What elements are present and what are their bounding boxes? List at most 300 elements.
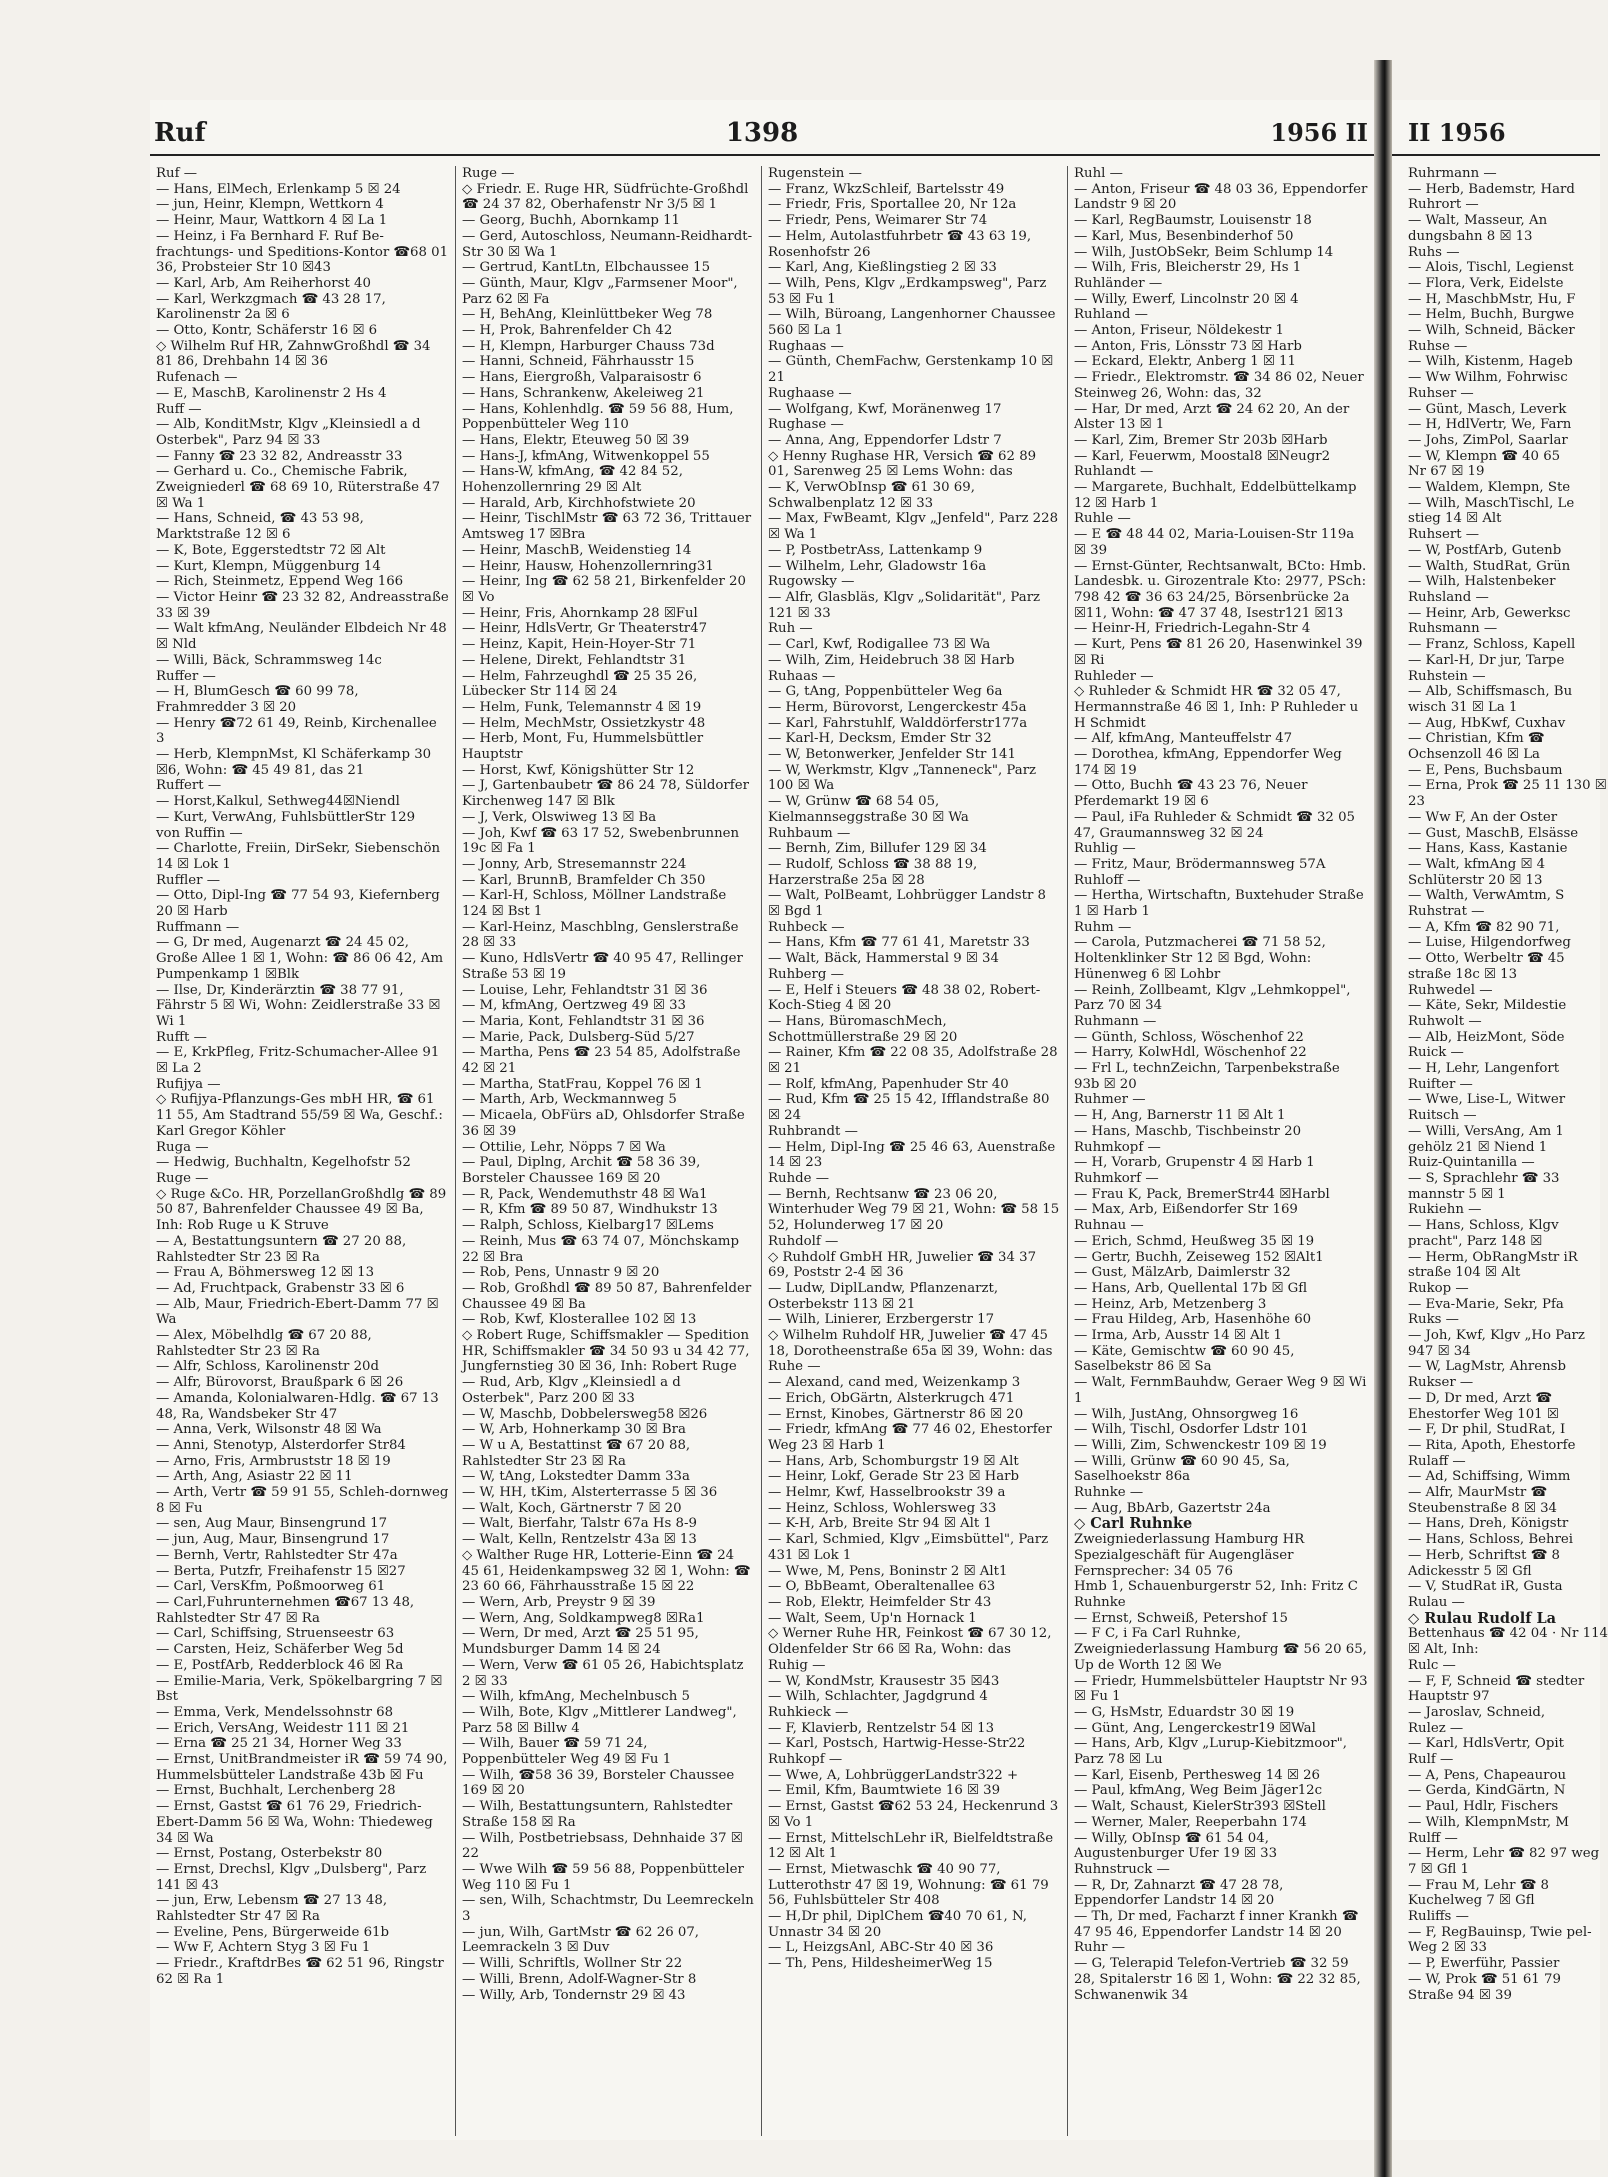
directory-entry: — O, BbBeamt, Oberaltenallee 63 bbox=[768, 1579, 996, 1595]
directory-entry: — Franz, WkzSchleif, Bartelsstr 49 bbox=[768, 181, 1005, 197]
directory-entry: — Karl, Fahrstuhlf, Walddörferstr177a bbox=[768, 715, 1028, 731]
directory-entry: — S, Sprachlehr ☎ 33 mannstr 5 ☒ 1 bbox=[1408, 1171, 1564, 1202]
directory-entry: — W, tAng, Lokstedter Damm 33a bbox=[462, 1469, 690, 1485]
directory-entry: Rukiehn — bbox=[1408, 1202, 1482, 1218]
directory-entry: — E, KrkPfleg, Fritz-Schumacher-Allee 91 ☒ La 2 bbox=[156, 1045, 444, 1077]
directory-entry: — H, Vorarb, Grupenstr 4 ☒ Harb 1 bbox=[1074, 1155, 1315, 1171]
directory-entry: Ruhmer — bbox=[1074, 1092, 1146, 1108]
directory-entry: — jun, Wilh, GartMstr ☎ 62 26 07, Leemrackeln 3 ☒ Duv bbox=[462, 1924, 704, 1956]
directory-entry: — Bernh, Rechtsanw ☎ 23 06 20, Winterhuder Weg 79 ☒ 21, Wohn: ☎ 58 15 52, Holunderweg 17 ☒ 20 bbox=[768, 1186, 1064, 1234]
directory-entry: — Maria, Kont, Fehlandtstr 31 ☒ 36 bbox=[462, 1013, 705, 1029]
directory-entry: Ruge — bbox=[156, 1171, 209, 1186]
directory-entry: — F, Klavierb, Rentzelstr 54 ☒ 13 bbox=[768, 1720, 995, 1736]
directory-entry: ◇ Wilhelm Ruf HR, ZahnwGroßhdl ☎ 34 81 86, Drehbahn 14 ☒ 36 bbox=[156, 338, 435, 370]
directory-entry: — Fritz, Maur, Brödermannsweg 57A bbox=[1074, 856, 1326, 872]
directory-entry: Ruhlig — bbox=[1074, 841, 1136, 857]
directory-entry: Ruffler — bbox=[156, 872, 221, 888]
directory-entry: — Wilh, Kistenm, Hageb bbox=[1408, 354, 1573, 370]
directory-entry: — Wilh, Pens, Klgv „Erdkampsweg", Parz 53 ☒ Fu 1 bbox=[768, 275, 1051, 307]
directory-entry: — Günth, Maur, Klgv „Farmsener Moor", Parz 62 ☒ Fa bbox=[462, 275, 742, 307]
directory-entry: — P, Ewerführ, Passier bbox=[1408, 1956, 1560, 1972]
directory-entry: — Alois, Tischl, Legienst bbox=[1408, 260, 1574, 276]
directory-entry: — P, PostbetrAss, Lattenkamp 9 bbox=[768, 542, 983, 558]
directory-entry: — Kurt, Klempn, Müggenburg 14 bbox=[156, 558, 381, 574]
directory-entry: Ruhloff — bbox=[1074, 872, 1141, 888]
directory-entry: — Paul, Diplng, Archit ☎ 58 36 39, Borsteler Chaussee 169 ☒ 20 bbox=[462, 1155, 705, 1186]
directory-entry: — Wern, Dr med, Arzt ☎ 25 51 95, Mundsburger Damm 14 ☒ 24 bbox=[462, 1626, 704, 1658]
directory-entry: ◇ Ruge &Co. HR, PorzellanGroßhdlg ☎ 89 50 87, Bahrenfelder Chaussee 49 ☒ Ba, Inh: Rob Ruge u K Struve bbox=[156, 1186, 451, 1234]
directory-entry: — H, Lehr, Langenfort bbox=[1408, 1061, 1560, 1077]
directory-entry: — Karl, BrunnB, Bramfelder Ch 350 bbox=[462, 872, 706, 888]
directory-entry: — Margarete, Buchhalt, Eddelbüttelkamp 12 ☒ Harb 1 bbox=[1074, 480, 1361, 511]
directory-entry: — Hans, Schloss, Behrei bbox=[1408, 1532, 1574, 1548]
directory-entry: ◇ Wilhelm Ruhdolf HR, Juwelier ☎ 47 45 18, Dorotheenstraße 65a ☒ 39, Wohn: das bbox=[768, 1328, 1053, 1359]
directory-entry: — Paul, Hdlr, Fischers bbox=[1408, 1799, 1559, 1815]
directory-entry: — Karl, Zim, Bremer Str 203b ☒Harb bbox=[1074, 432, 1328, 448]
directory-entry: Ruhmkorf — bbox=[1074, 1171, 1159, 1186]
directory-entry: — Wilh, Schneid, Bäcker bbox=[1408, 323, 1575, 339]
directory-entry: — Herb, Mont, Fu, Hummelsbüttler Hauptstr bbox=[462, 731, 708, 763]
directory-entry: — F, Dr phil, StudRat, I bbox=[1408, 1422, 1566, 1438]
directory-entry: — Flora, Verk, Eidelste bbox=[1408, 275, 1564, 291]
directory-entry: — Wwe, M, Pens, Boninstr 2 ☒ Alt1 bbox=[768, 1563, 1008, 1579]
directory-entry: Ruhm — bbox=[1074, 919, 1132, 935]
directory-entry: Ruhe — bbox=[768, 1359, 821, 1375]
directory-columns bbox=[150, 166, 1374, 2136]
directory-entry: — jun, Aug, Maur, Binsengrund 17 bbox=[156, 1532, 390, 1548]
directory-entry: — Har, Dr med, Arzt ☎ 24 62 20, An der Alster 13 ☒ 1 bbox=[1074, 401, 1354, 433]
directory-entry: — Herm, Bürovorst, Lengerckestr 45a bbox=[768, 699, 1027, 715]
directory-entry: — W, Betonwerker, Jenfelder Str 141 bbox=[768, 747, 1016, 763]
directory-entry: — Wilh, kfmAng, Mechelnbusch 5 bbox=[462, 1689, 690, 1705]
directory-entry: — E, Helf i Steuers ☎ 48 38 02, Robert-Koch-Stieg 4 ☒ 20 bbox=[768, 982, 1041, 1014]
directory-entry: Rulf — bbox=[1408, 1752, 1454, 1768]
directory-entry: Rughaase — bbox=[768, 385, 852, 401]
directory-entry: — Rita, Apoth, Ehestorfe bbox=[1408, 1437, 1576, 1453]
directory-entry: — Hans, Eiergroßh, Valparaisostr 6 bbox=[462, 370, 702, 386]
directory-entry: Ruifter — bbox=[1408, 1076, 1473, 1092]
directory-entry: — E, Pens, Buchsbaum bbox=[1408, 762, 1563, 778]
directory-entry: — Horst, Kwf, Königshütter Str 12 bbox=[462, 762, 695, 778]
directory-entry: Ruhland — bbox=[1074, 307, 1148, 323]
directory-entry: Rughase — bbox=[768, 417, 844, 433]
directory-column-1 bbox=[150, 166, 456, 2136]
directory-entry: — Friedr., Elektromstr. ☎ 34 86 02, Neuer Steinweg 26, Wohn: das, 32 bbox=[1074, 370, 1369, 401]
directory-entry: — Hans, ElMech, Erlenkamp 5 ☒ 24 bbox=[156, 181, 401, 197]
directory-entry: — Th, Dr med, Facharzt f inner Krankh ☎ 47 95 46, Eppendorfer Landstr 14 ☒ 20 bbox=[1074, 1909, 1363, 1940]
directory-entry: — Hans, Arb, Schomburgstr 19 ☒ Alt bbox=[768, 1453, 1019, 1469]
directory-entry: Ruhrmann — bbox=[1408, 166, 1497, 181]
directory-entry: Ruhse — bbox=[1408, 338, 1468, 354]
directory-entry: Ruhdolf — bbox=[768, 1233, 839, 1249]
directory-entry: Ruhsmann — bbox=[1408, 621, 1498, 637]
directory-entry: — jun, Erw, Lebensm ☎ 27 13 48, Rahlstedter Str 47 ☒ Ra bbox=[156, 1893, 392, 1925]
directory-entry: — Martha, StatFrau, Koppel 76 ☒ 1 bbox=[462, 1076, 703, 1092]
directory-entry: — Günth, Schloss, Wöschenhof 22 bbox=[1074, 1029, 1304, 1045]
directory-entry: — Alb, HeizMont, Söde bbox=[1408, 1029, 1565, 1045]
directory-entry: — jun, Heinr, Klempn, Wettkorn 4 bbox=[156, 197, 384, 213]
directory-entry: Ruhbaum — bbox=[768, 825, 851, 841]
directory-entry: — Helm, Fahrzeughdl ☎ 25 35 26, Lübecker Str 114 ☒ 24 bbox=[462, 668, 702, 700]
directory-entry: — Heinz, i Fa Bernhard F. Ruf Be-frachtungs- und Speditions-Kontor ☎68 01 36, Probsteier Str 10 ☒43 bbox=[156, 228, 453, 276]
directory-entry: Ruf — bbox=[156, 166, 198, 181]
directory-entry: — Frau K, Pack, BremerStr44 ☒Harbl bbox=[1074, 1186, 1330, 1202]
directory-entry: — Alfr, Glasbläs, Klgv „Solidarität", Parz 121 ☒ 33 bbox=[768, 589, 1045, 621]
directory-entry: — Franz, Schloss, Kapell bbox=[1408, 637, 1576, 653]
directory-entry: — Carsten, Heiz, Schäferber Weg 5d bbox=[156, 1642, 404, 1658]
directory-entry: — Reinh, Zollbeamt, Klgv „Lehmkoppel", Parz 70 ☒ 34 bbox=[1074, 982, 1355, 1014]
directory-entry: ◇ Robert Ruge, Schiffsmakler — Spedition HR, Schiffsmakler ☎ 34 50 93 u 34 42 77, Jungfernstieg 30 ☒ 36, Inh: Robert Ruge bbox=[462, 1328, 754, 1375]
header-year-volume: 1956 II bbox=[1270, 118, 1368, 147]
directory-entry: — Friedr., KraftdrBes ☎ 62 51 96, Ringstr 62 ☒ Ra 1 bbox=[156, 1956, 448, 1987]
directory-entry: — Rudolf, Schloss ☎ 38 88 19, Harzerstraße 25a ☒ 28 bbox=[768, 856, 982, 888]
directory-entry: — Fanny ☎ 23 32 82, Andreasstr 33 bbox=[156, 448, 403, 464]
directory-entry: — Anton, Friseur ☎ 48 03 36, Eppendorfer Landstr 9 ☒ 20 bbox=[1074, 181, 1372, 213]
directory-entry: ◇ Werner Ruhe HR, Feinkost ☎ 67 30 12, Oldenfelder Str 66 ☒ Ra, Wohn: das bbox=[768, 1626, 1056, 1658]
directory-entry: — Karl, Ang, Kießlingstieg 2 ☒ 33 bbox=[768, 260, 997, 276]
directory-entry: — H, Ang, Barnerstr 11 ☒ Alt 1 bbox=[1074, 1108, 1286, 1124]
directory-entry: — Willi, VersAng, Am 1 gehölz 21 ☒ Niend 1 bbox=[1408, 1123, 1569, 1155]
directory-entry: Ruhländer — bbox=[1074, 275, 1163, 291]
directory-entry: — Ad, Schiffsing, Wimm bbox=[1408, 1469, 1571, 1485]
directory-entry: — Th, Pens, HildesheimerWeg 15 bbox=[768, 1956, 993, 1972]
directory-entry: — Rob, Kwf, Klosterallee 102 ☒ 13 bbox=[462, 1312, 697, 1328]
directory-entry: — Reinh, Mus ☎ 63 74 07, Mönchskamp 22 ☒ Bra bbox=[462, 1233, 744, 1265]
directory-entry: Ruge — bbox=[462, 166, 515, 181]
directory-entry: — Frau A, Böhmersweg 12 ☒ 13 bbox=[156, 1265, 375, 1281]
directory-entry: — Ww F, Achtern Styg 3 ☒ Fu 1 bbox=[156, 1940, 371, 1956]
directory-entry: — Arth, Vertr ☎ 59 91 55, Schleh-dornweg 8 ☒ Fu bbox=[156, 1485, 453, 1516]
directory-entry: ◇ Ruhdolf GmbH HR, Juwelier ☎ 34 37 69, Poststr 2-4 ☒ 36 bbox=[768, 1249, 1041, 1281]
directory-entry: — Hans, Maschb, Tischbeinstr 20 bbox=[1074, 1123, 1302, 1139]
book-gutter bbox=[1374, 60, 1392, 2177]
directory-entry: — W, PostfArb, Gutenb bbox=[1408, 542, 1562, 558]
directory-entry: — Helene, Direkt, Fehlandtstr 31 bbox=[462, 652, 687, 668]
directory-entry: — G, Dr med, Augenarzt ☎ 24 45 02, Große Allee 1 ☒ 1, Wohn: ☎ 86 06 42, Am Pumpenkamp 1 ☒Blk bbox=[156, 935, 448, 982]
directory-entry: — G, HsMstr, Eduardstr 30 ☒ 19 bbox=[1074, 1704, 1295, 1720]
directory-page-left bbox=[150, 100, 1374, 2140]
directory-entry: — Ralph, Schloss, Kielbarg17 ☒Lems bbox=[462, 1218, 714, 1234]
directory-entry: Ruhnstruck — bbox=[1074, 1861, 1170, 1877]
directory-entry: — Wolfgang, Kwf, Moränenweg 17 bbox=[768, 401, 1002, 417]
directory-entry: — Heinr, Ing ☎ 62 58 21, Birkenfelder 20 ☒ Vo bbox=[462, 574, 751, 605]
directory-entry: Ruliffs — bbox=[1408, 1909, 1469, 1925]
directory-entry: — E, PostfArb, Redderblock 46 ☒ Ra bbox=[156, 1657, 404, 1673]
directory-entry: — Walt, Bierfahr, Talstr 67a Hs 8-9 bbox=[462, 1516, 697, 1532]
directory-entry: — Karl, Eisenb, Perthesweg 14 ☒ 26 bbox=[1074, 1767, 1321, 1783]
directory-entry: — Walt, Koch, Gärtnerstr 7 ☒ 20 bbox=[462, 1500, 682, 1516]
directory-entry: — Günt, Ang, Lengerckestr19 ☒Wal bbox=[1074, 1720, 1316, 1736]
directory-entry: — Wilh, Linierer, Erzbergerstr 17 bbox=[768, 1312, 995, 1328]
directory-entry: — Ww F, An der Oster bbox=[1408, 809, 1558, 825]
directory-entry: — Hans-J, kfmAng, Witwenkoppel 55 bbox=[462, 448, 710, 464]
directory-entry: Ruhnke — bbox=[1074, 1485, 1144, 1501]
directory-entry: — Wilh, Tischl, Osdorfer Ldstr 101 bbox=[1074, 1422, 1309, 1438]
directory-entry: — Anton, Friseur, Nöldekestr 1 bbox=[1074, 323, 1284, 339]
directory-entry: — H, BehAng, Kleinlüttbeker Weg 78 bbox=[462, 307, 713, 323]
directory-entry: Ruhleder — bbox=[1074, 668, 1154, 684]
directory-entry: — Heinr, HdlsVertr, Gr Theaterstr47 bbox=[462, 621, 708, 637]
directory-entry: Ruhr — bbox=[1074, 1940, 1126, 1956]
directory-entry: Ruhser — bbox=[1408, 385, 1474, 401]
directory-entry: — Willi, Schriftls, Wollner Str 22 bbox=[462, 1956, 683, 1972]
directory-entry: — Wilh, Schlachter, Jagdgrund 4 bbox=[768, 1689, 988, 1705]
directory-entry: Ruhbeck — bbox=[768, 919, 845, 935]
directory-entry: — Harald, Arb, Kirchhofstwiete 20 bbox=[462, 495, 696, 511]
directory-entry: — Heinr, Lokf, Gerade Str 23 ☒ Harb bbox=[768, 1469, 1020, 1485]
directory-entry: — Bernh, Zim, Billufer 129 ☒ 34 bbox=[768, 841, 987, 857]
directory-entry: — Walt, Seem, Up'n Hornack 1 bbox=[768, 1610, 977, 1626]
directory-entry: — Günth, ChemFachw, Gerstenkamp 10 ☒ 21 bbox=[768, 354, 1058, 386]
directory-entry: ◇ Carl Ruhnke bbox=[1074, 1515, 1193, 1533]
directory-column-2 bbox=[456, 166, 762, 2136]
directory-entry: — F, F, Schneid ☎ stedter Hauptstr 97 bbox=[1408, 1673, 1589, 1705]
directory-entry: Ruhsland — bbox=[1408, 589, 1489, 605]
directory-entry: — Waldem, Klempn, Ste bbox=[1408, 480, 1571, 496]
directory-entry: — Ernst, Drechsl, Klgv „Dulsberg", Parz 141 ☒ 43 bbox=[156, 1861, 431, 1893]
directory-entry: — Karl, RegBaumstr, Louisenstr 18 bbox=[1074, 213, 1312, 229]
directory-entry: — Friedr, Hummelsbütteler Hauptstr Nr 93 ☒ Fu 1 bbox=[1074, 1673, 1372, 1705]
directory-entry: — Hans, Elektr, Eteuweg 50 ☒ 39 bbox=[462, 432, 690, 448]
directory-entry: — Alfr, Schloss, Karolinenstr 20d bbox=[156, 1359, 380, 1375]
directory-entry: Ruhwolt — bbox=[1408, 1013, 1482, 1029]
directory-entry: Ruhle — bbox=[1074, 511, 1131, 527]
directory-entry: — J, Verk, Olswiweg 13 ☒ Ba bbox=[462, 809, 657, 825]
directory-page-right bbox=[1392, 100, 1608, 2140]
directory-entry: — Wilh, Fris, Bleicherstr 29, Hs 1 bbox=[1074, 260, 1302, 276]
directory-entry: Rulez — bbox=[1408, 1720, 1464, 1736]
directory-entry: — Friedr, Pens, Weimarer Str 74 bbox=[768, 213, 988, 229]
directory-entry: — Alex, Möbelhdlg ☎ 67 20 88, Rahlstedter Str 23 ☒ Ra bbox=[156, 1328, 376, 1359]
directory-entry: — Wwe, A, LohbrüggerLandstr322 + bbox=[768, 1767, 1019, 1783]
directory-entry: — Hans, Schrankenw, Akeleiweg 21 bbox=[462, 385, 705, 401]
directory-entry: — Rob, Elektr, Heimfelder Str 43 bbox=[768, 1594, 992, 1610]
directory-entry: — Hans, Schneid, ☎ 43 53 98, Marktstraße 12 ☒ 6 bbox=[156, 511, 369, 543]
directory-entry: — Max, Arb, Eißendorfer Str 169 bbox=[1074, 1202, 1298, 1218]
directory-entry: — Frl L, technZeichn, Tarpenbekstraße 93b ☒ 20 bbox=[1074, 1061, 1344, 1092]
directory-entry: — Wilh, ☎58 36 39, Borsteler Chaussee 169 ☒ 20 bbox=[462, 1767, 739, 1799]
directory-entry: — Wilh, JustAng, Ohnsorgweg 16 bbox=[1074, 1406, 1299, 1422]
directory-entry: — Willi, Brenn, Adolf-Wagner-Str 8 bbox=[462, 1971, 697, 1987]
directory-entry: — Arno, Fris, Armbruststr 18 ☒ 19 bbox=[156, 1453, 391, 1469]
directory-entry: Ruhig — bbox=[768, 1657, 826, 1673]
directory-entry: — Herm, ObRangMstr iR straße 104 ☒ Alt bbox=[1408, 1249, 1583, 1281]
directory-entry: — Alfr, MaurMstr ☎ Steubenstraße 8 ☒ 34 bbox=[1408, 1485, 1558, 1516]
directory-entry: — Alb, KonditMstr, Klgv „Kleinsiedl a d Osterbek", Parz 94 ☒ 33 bbox=[156, 417, 425, 448]
directory-entry: Rulc — bbox=[1408, 1657, 1456, 1673]
directory-entry: — L, HeizgsAnl, ABC-Str 40 ☒ 36 bbox=[768, 1940, 994, 1956]
directory-entry: — A, Bestattungsuntern ☎ 27 20 88, Rahlstedter Str 23 ☒ Ra bbox=[156, 1233, 411, 1265]
directory-entry: Ruhkopf — bbox=[768, 1752, 843, 1768]
directory-entry: — Karl, Schmied, Klgv „Eimsbüttel", Parz 431 ☒ Lok 1 bbox=[768, 1532, 1053, 1563]
directory-entry: Ruhsert — bbox=[1408, 527, 1480, 543]
directory-entry: — H, Klempn, Harburger Chauss 73d bbox=[462, 338, 715, 354]
right-page-header bbox=[1392, 118, 1600, 156]
directory-entry: ◇ Walther Ruge HR, Lotterie-Einn ☎ 24 45 61, Heidenkampsweg 32 ☒ 1, Wohn: ☎ 23 60 66, Fährhausstraße 15 ☒ 22 bbox=[462, 1547, 755, 1595]
directory-entry: — Karl, Werkzgmach ☎ 43 28 17, Karolinenstr 2a ☒ 6 bbox=[156, 291, 391, 323]
directory-entry: — Jonny, Arb, Stresemannstr 224 bbox=[462, 856, 687, 872]
directory-entry: — Willi, Bäck, Schrammsweg 14c bbox=[156, 652, 382, 668]
directory-entry: Ruhberg — bbox=[768, 966, 844, 982]
directory-entry: — Aug, BbArb, Gazertstr 24a bbox=[1074, 1500, 1271, 1516]
right-header-year-volume: II 1956 bbox=[1408, 118, 1506, 147]
directory-entry: — Käte, Sekr, Mildestie bbox=[1408, 998, 1567, 1014]
directory-entry: Rulff — bbox=[1408, 1830, 1458, 1846]
directory-entry: — Kurt, Pens ☎ 81 26 20, Hasenwinkel 39 ☒ Ri bbox=[1074, 637, 1367, 668]
directory-entry: — Berta, Putzfr, Freihafenstr 15 ☒27 bbox=[156, 1563, 406, 1579]
directory-entry: — Ernst, Mietwaschk ☎ 40 90 77, Lutterothstr 47 ☒ 19, Wohnung: ☎ 61 79 56, Fuhlsbütteler Str 408 bbox=[768, 1861, 1053, 1909]
directory-entry: Bettenhaus ☎ 42 04 · Nr 114 ☒ Alt, Inh: bbox=[1408, 1626, 1608, 1658]
directory-entry: — Arth, Ang, Asiastr 22 ☒ 11 bbox=[156, 1469, 353, 1485]
directory-entry: — Hans, Dreh, Königstr bbox=[1408, 1516, 1569, 1532]
directory-entry: Ruhstein — bbox=[1408, 668, 1486, 684]
directory-entry: — Helm, Dipl-Ing ☎ 25 46 63, Auenstraße 14 ☒ 23 bbox=[768, 1139, 1060, 1171]
directory-entry: Rulaff — bbox=[1408, 1453, 1466, 1469]
directory-entry: — Ernst, Gastst ☎62 53 24, Heckenrund 3 ☒ Vo 1 bbox=[768, 1799, 1063, 1830]
directory-entry: — Karl-H, Schloss, Möllner Landstraße 124 ☒ Bst 1 bbox=[462, 888, 731, 920]
directory-entry: — Walt, kfmAng ☒ 4 Schlüterstr 20 ☒ 13 bbox=[1408, 856, 1550, 888]
directory-entry: — F C, i Fa Carl Ruhnke, Zweigniederlassung Hamburg ☎ 56 20 65, Up de Worth 12 ☒ We bbox=[1074, 1626, 1372, 1673]
directory-entry: — Rich, Steinmetz, Eppend Weg 166 bbox=[156, 574, 404, 590]
directory-entry: — Walth, StudRat, Grün bbox=[1408, 558, 1571, 574]
directory-entry: — Charlotte, Freiin, DirSekr, Siebenschön 14 ☒ Lok 1 bbox=[156, 841, 445, 872]
directory-entry: Ruhl — bbox=[1074, 166, 1123, 181]
directory-entry: Ruh — bbox=[768, 621, 813, 637]
directory-entry: — Paul, iFa Ruhleder & Schmidt ☎ 32 05 47, Graumannsweg 32 ☒ 24 bbox=[1074, 809, 1360, 841]
directory-entry: Ruhde — bbox=[768, 1171, 830, 1186]
directory-entry: — G, tAng, Poppenbütteler Weg 6a bbox=[768, 684, 1003, 700]
directory-entry: — Frau M, Lehr ☎ 8 Kuchelweg 7 ☒ Gfl bbox=[1408, 1877, 1554, 1909]
directory-entry: — Jaroslav, Schneid, bbox=[1408, 1704, 1546, 1720]
directory-entry: Rugowsky — bbox=[768, 574, 855, 590]
directory-entry: — Rud, Kfm ☎ 25 15 42, Ifflandstraße 80 ☒ 24 bbox=[768, 1092, 1054, 1124]
directory-entry: — Wilh, Büroang, Langenhorner Chaussee 560 ☒ La 1 bbox=[768, 307, 1060, 339]
directory-entry: — Wilh, Postbetriebsass, Dehnhaide 37 ☒ 22 bbox=[462, 1830, 747, 1862]
directory-entry: Ruhs — bbox=[1408, 244, 1460, 260]
directory-entry: — Irma, Arb, Ausstr 14 ☒ Alt 1 bbox=[1074, 1328, 1282, 1344]
directory-entry: — Willi, Grünw ☎ 60 90 45, Sa, Saselhoekstr 86a bbox=[1074, 1453, 1295, 1485]
directory-entry: — Alf, kfmAng, Manteuffelstr 47 bbox=[1074, 731, 1293, 747]
directory-entry: — W, KondMstr, Krausestr 35 ☒43 bbox=[768, 1673, 1000, 1689]
directory-entry: — A, Pens, Chapeaurou bbox=[1408, 1767, 1567, 1783]
directory-entry: — Heinr, Arb, Gewerksc bbox=[1408, 605, 1571, 621]
directory-entry: — Carl, Kwf, Rodigallee 73 ☒ Wa bbox=[768, 637, 991, 653]
directory-entry: Rulau — bbox=[1408, 1594, 1465, 1610]
directory-entry: — Ww Wilhm, Fohrwisc bbox=[1408, 370, 1568, 386]
directory-entry: — Anna, Verk, Wilsonstr 48 ☒ Wa bbox=[156, 1422, 382, 1438]
directory-entry: Rughaas — bbox=[768, 338, 844, 354]
directory-entry: — Marie, Pack, Dulsberg-Süd 5/27 bbox=[462, 1029, 695, 1045]
directory-entry: — Micaela, ObFürs aD, Ohlsdorfer Straße 36 ☒ 39 bbox=[462, 1108, 749, 1139]
directory-entry: — Hans, BüromaschMech, Schottmüllerstraße 29 ☒ 20 bbox=[768, 1013, 958, 1045]
directory-entry: — M, kfmAng, Oertzweg 49 ☒ 33 bbox=[462, 998, 686, 1014]
directory-entry: — A, Kfm ☎ 82 90 71, bbox=[1408, 919, 1560, 935]
directory-entry: — Wern, Ang, Soldkampweg8 ☒Ra1 bbox=[462, 1610, 705, 1626]
directory-entry: — Bernh, Vertr, Rahlstedter Str 47a bbox=[156, 1547, 398, 1563]
directory-entry: Hmb 1, Schauenburgerstr 52, Inh: Fritz C Ruhnke bbox=[1074, 1579, 1363, 1610]
directory-entry: — Herb, Schriftst ☎ 8 Adickesstr 5 ☒ Gfl bbox=[1408, 1547, 1565, 1579]
directory-entry: — Amanda, Kolonialwaren-Hdlg. ☎ 67 13 48, Ra, Wandsbeker Str 47 bbox=[156, 1390, 443, 1422]
directory-entry: — Harry, KolwHdl, Wöschenhof 22 bbox=[1074, 1045, 1307, 1061]
directory-entry: — Ilse, Dr, Kinderärztin ☎ 38 77 91, Fährstr 5 ☒ Wi, Wohn: Zeidlerstraße 33 ☒ Wi 1 bbox=[156, 982, 445, 1029]
directory-entry: — Aug, HbKwf, Cuxhav bbox=[1408, 715, 1566, 731]
directory-entry: Ruhaas — bbox=[768, 668, 836, 684]
directory-entry: — Walt, Schaust, KielerStr393 ☒Stell bbox=[1074, 1799, 1326, 1815]
directory-entry: — Luise, Hilgendorfweg bbox=[1408, 935, 1571, 951]
directory-entry: — Emil, Kfm, Baumtwiete 16 ☒ 39 bbox=[768, 1783, 1001, 1799]
directory-entry: — Horst,Kalkul, Sethweg44☒Niendl bbox=[156, 794, 400, 810]
directory-entry: — Karl-H, Decksm, Emder Str 32 bbox=[768, 731, 992, 747]
directory-entry: — Gerd, Autoschloss, Neumann-Reidhardt-Str 30 ☒ Wa 1 bbox=[462, 228, 753, 260]
directory-entry: — Wern, Arb, Preystr 9 ☒ 39 bbox=[462, 1594, 656, 1610]
directory-entry: — W, Prok ☎ 51 61 79 Straße 94 ☒ 39 bbox=[1408, 1971, 1566, 2003]
directory-entry: — Hans, Arb, Klgv „Lurup-Kiebitzmoor", Parz 78 ☒ Lu bbox=[1074, 1736, 1352, 1768]
directory-entry: — Wern, Verw ☎ 61 05 26, Habichtsplatz 2 ☒ 33 bbox=[462, 1657, 748, 1689]
directory-entry: — Hans-W, kfmAng, ☎ 42 84 52, Hohenzollernring 29 ☒ Alt bbox=[462, 464, 688, 496]
directory-entry: — W, Grünw ☎ 68 54 05, Kielmannseggstraße 30 ☒ Wa bbox=[768, 794, 969, 825]
directory-entry: — Günt, Masch, Leverk bbox=[1408, 401, 1567, 417]
directory-entry: — H, MaschbMstr, Hu, F bbox=[1408, 291, 1576, 307]
directory-entry: — J, Gartenbaubetr ☎ 86 24 78, Süldorfer Kirchenweg 147 ☒ Blk bbox=[462, 778, 754, 810]
directory-entry: — Erich, ObGärtn, Alsterkrugch 471 bbox=[768, 1390, 1015, 1406]
directory-entry: — W, Klempn ☎ 40 65 bbox=[1408, 448, 1561, 464]
directory-entry: — Heinr, TischlMstr ☎ 63 72 36, Trittauer Amtsweg 17 ☒Bra bbox=[462, 511, 756, 543]
directory-entry: — Karl, Mus, Besenbinderhof 50 bbox=[1074, 228, 1294, 244]
directory-entry: — Wilh, MaschTischl, Le stieg 14 ☒ Alt bbox=[1408, 495, 1579, 527]
directory-entry: — Eveline, Pens, Bürgerweide 61b bbox=[156, 1924, 390, 1940]
directory-entry: — Käte, Gemischtw ☎ 60 90 45, Saselbekstr 86 ☒ Sa bbox=[1074, 1343, 1299, 1375]
directory-entry: — Walt, Bäck, Hammerstal 9 ☒ 34 bbox=[768, 951, 999, 967]
directory-entry: — K, VerwObInsp ☎ 61 30 69, Schwalbenplatz 12 ☒ 33 bbox=[768, 480, 980, 511]
directory-entry: — Carl, Schiffsing, Struenseestr 63 bbox=[156, 1626, 395, 1642]
directory-entry: — K, Bote, Eggerstedtstr 72 ☒ Alt bbox=[156, 542, 386, 558]
directory-entry: — H, HdlVertr, We, Farn bbox=[1408, 417, 1572, 433]
directory-entry: — Joh, Kwf, Klgv „Ho Parz 947 ☒ 34 bbox=[1408, 1328, 1590, 1359]
directory-entry: — Karl, Feuerwm, Moostal8 ☒Neugr2 bbox=[1074, 448, 1331, 464]
directory-entry: — Victor Heinr ☎ 23 32 82, Andreasstraße 33 ☒ 39 bbox=[156, 589, 453, 621]
directory-entry: — H, BlumGesch ☎ 60 99 78, Frahmredder 3 ☒ 20 bbox=[156, 684, 363, 715]
directory-entry: — Hans, Kfm ☎ 77 61 41, Maretstr 33 bbox=[768, 935, 1030, 951]
directory-entry: — Johs, ZimPol, Saarlar bbox=[1408, 432, 1568, 448]
directory-entry: — Helm, Buchh, Burgwe bbox=[1408, 307, 1575, 323]
directory-entry: — W, Werkmstr, Klgv „Tanneneck", Parz 100 ☒ Wa bbox=[768, 762, 1041, 794]
directory-entry: — E ☎ 48 44 02, Maria-Louisen-Str 119a ☒ 39 bbox=[1074, 527, 1359, 558]
directory-entry: Ruga — bbox=[156, 1139, 209, 1155]
directory-entry: — Ottilie, Lehr, Nöpps 7 ☒ Wa bbox=[462, 1139, 666, 1155]
directory-entry: Rufenach — bbox=[156, 370, 238, 386]
directory-entry: Ruiz-Quintanilla — bbox=[1408, 1155, 1535, 1171]
directory-entry: — Walt, Kelln, Rentzelstr 43a ☒ 13 bbox=[462, 1532, 697, 1548]
directory-entry: — Kuno, HdlsVertr ☎ 40 95 47, Rellinger Straße 53 ☒ 19 bbox=[462, 951, 748, 982]
directory-entry: — Karl-Heinz, Maschblng, Genslerstraße 28 ☒ 33 bbox=[462, 919, 743, 951]
directory-entry: — Erich, Schmd, Heußweg 35 ☒ 19 bbox=[1074, 1233, 1315, 1249]
directory-entry: — Karl, Arb, Am Reiherhorst 40 bbox=[156, 275, 371, 291]
directory-entry: — Gerhard u. Co., Chemische Fabrik, Zweigniederl ☎ 68 69 10, Rüterstraße 47 ☒ Wa 1 bbox=[156, 464, 445, 511]
directory-entry: — Anton, Fris, Lönsstr 73 ☒ Harb bbox=[1074, 338, 1302, 354]
directory-entry: Ruff — bbox=[156, 401, 202, 417]
directory-entry: — Gertrud, KantLtn, Elbchaussee 15 bbox=[462, 260, 711, 276]
directory-entry: — Erna ☎ 25 21 34, Horner Weg 33 bbox=[156, 1736, 402, 1752]
directory-entry: — Willy, Arb, Tondernstr 29 ☒ 43 bbox=[462, 1987, 686, 2003]
directory-entry: — Anna, Ang, Eppendorfer Ldstr 7 bbox=[768, 432, 1002, 448]
directory-entry: von Ruffin — bbox=[156, 825, 243, 841]
directory-entry: — Emma, Verk, Mendelssohnstr 68 bbox=[156, 1704, 394, 1720]
directory-entry: Ruhlandt — bbox=[1074, 464, 1154, 480]
directory-entry: — Wilh, Bestattungsuntern, Rahlstedter Straße 158 ☒ Ra bbox=[462, 1799, 737, 1830]
page-header bbox=[150, 118, 1374, 156]
directory-entry: — Henry ☎72 61 49, Reinb, Kirchenallee 3 bbox=[156, 715, 441, 747]
directory-entry: Ruitsch — bbox=[1408, 1108, 1477, 1124]
